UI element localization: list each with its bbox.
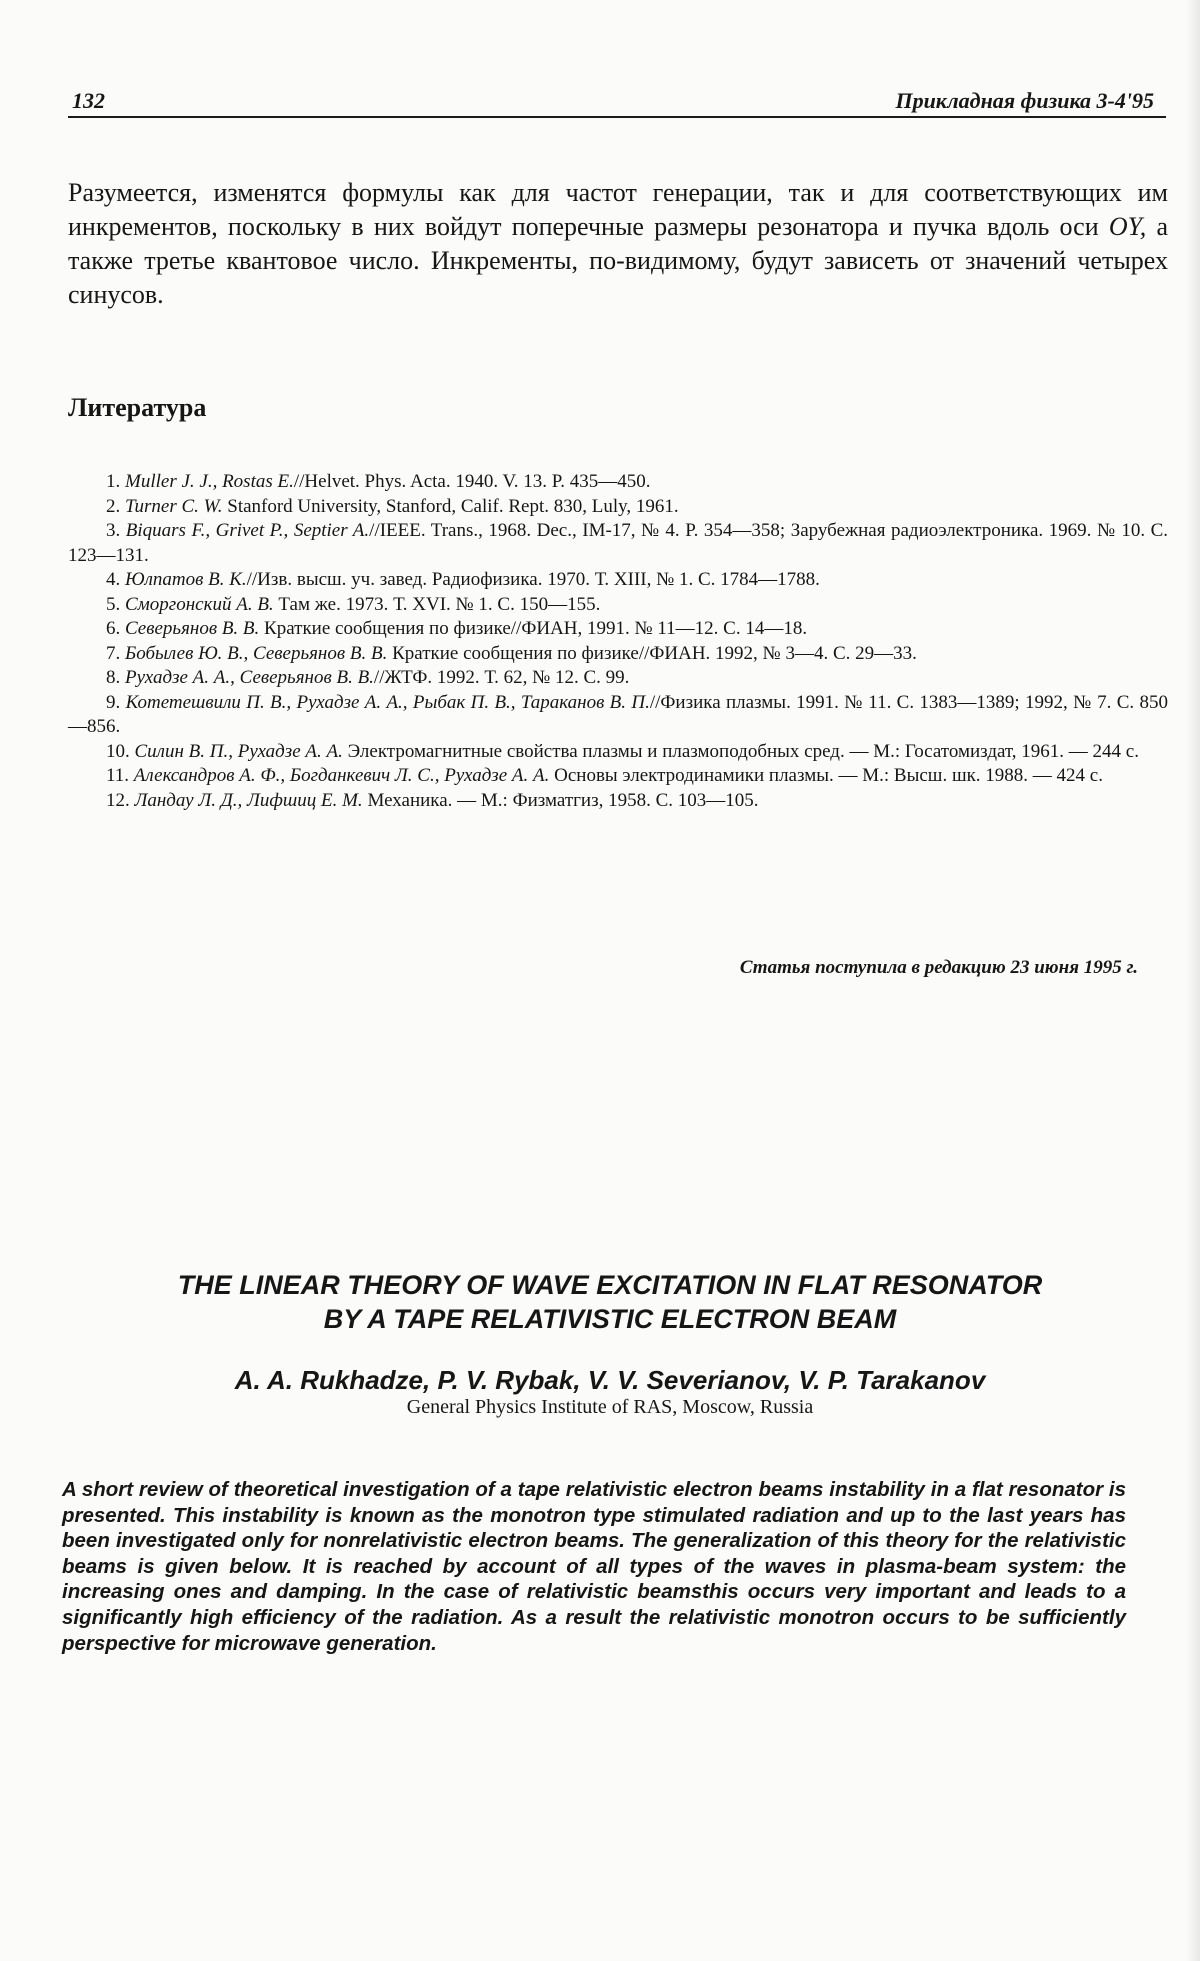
intro-text-part2: а также третье квантовое число. Инкременты, по-видимому, будут зависеть от значений четырех синусов. (68, 212, 1168, 309)
reference-item: 6. Северьянов В. В. Краткие сообщения по физике//ФИАН, 1991. № 11—12. С. 14—18. (106, 618, 808, 639)
english-abstract: A short review of theoretical investigation of a tape relativistic electron beams instability in a flat resonator is presented. This instability is known as the monotron type stimulated radiation and up to the last years has been investigated only for nonrelativistic electron beams. The generalization of this theory for the relativistic beams is given below. It is reached by account of all types of the waves in plasma-beam system: the increasing ones and damping. In the case of relativistic beamsthis occurs very important and leads to a significantly high efficiency of the radiation. As a result the relativistic monotron occurs to be sufficiently perspective for microwave generation. (62, 1478, 1126, 1655)
journal-title: Прикладная физика 3-4'95 (895, 88, 1154, 113)
intro-text-part1: Разумеется, изменятся формулы как для частот генерации, так и для соответствующих им инкрементов, поскольку в них войдут поперечные размеры резонатора и пучка вдоль оси (68, 178, 1168, 241)
reference-item: 1. Muller J. J., Rostas E.//Helvet. Phys. Acta. 1940. V. 13. P. 435—450. (106, 471, 651, 492)
received-date-note: Статья поступила в редакцию 23 июня 1995 г. (739, 957, 1138, 978)
title-line-1: THE LINEAR THEORY OF WAVE EXCITATION IN FLAT RESONATOR (177, 1270, 1043, 1300)
reference-item: 3. Biquars F., Grivet P., Septier A.//IEEE. Trans., 1968. Dec., IM-17, № 4. P. 354—358; Зарубежная радиоэлектроника. 1969. № 10. C. 123—131. (68, 520, 1169, 566)
reference-item: 4. Юлпатов В. К.//Изв. высш. уч. завед. Радиофизика. 1970. Т. XIII, № 1. С. 1784—1788. (106, 569, 820, 590)
reference-item: 12. Ландау Л. Д., Лифшиц Е. М. Механика. — М.: Физматгиз, 1958. С. 103—105. (106, 789, 759, 811)
title-line-2: BY A TAPE RELATIVISTIC ELECTRON BEAM (323, 1304, 897, 1334)
axis-symbol: OY, (1108, 212, 1147, 241)
running-header (68, 84, 1166, 118)
english-article-title (60, 1268, 1160, 1336)
reference-item: 8. Рухадзе А. А., Северьянов В. В.//ЖТФ. 1992. Т. 62, № 12. С. 99. (106, 667, 630, 688)
page-edge-shadow (1186, 0, 1200, 1961)
literature-heading: Литература (68, 393, 207, 422)
reference-item: 11. Александров А. Ф., Богданкевич Л. С., Рухадзе А. А. Основы электродинамики плазмы. — М.: Высш. шк. 1988. — 424 с. (106, 765, 1103, 786)
reference-item: 10. Силин В. П., Рухадзе А. А. Электромагнитные свойства плазмы и плазмоподобных сред. — М.: Госатомиздат, 1961. — 244 с. (106, 740, 1139, 762)
intro-paragraph (68, 176, 1168, 312)
reference-item: 9. Котетешвили П. В., Рухадзе А. А., Рыбак П. В., Тараканов В. П.//Физика плазмы. 1991. № 11. С. 1383—1389; 1992, № 7. С. 850—856. (68, 691, 1168, 737)
reference-item: 2. Turner C. W. Stanford University, Stanford, Calif. Rept. 830, Luly, 1961. (106, 495, 679, 517)
page-number: 132 (72, 88, 105, 113)
english-affiliation: General Physics Institute of RAS, Moscow, Russia (406, 1396, 814, 1418)
reference-item: 7. Бобылев Ю. В., Северьянов В. В. Краткие сообщения по физике//ФИАН. 1992, № 3—4. С. 29—33. (106, 642, 917, 664)
reference-list (68, 470, 1168, 813)
reference-item: 5. Сморгонский А. В. Там же. 1973. Т. XVI. № 1. С. 150—155. (106, 593, 601, 615)
english-authors: A. A. Rukhadze, P. V. Rybak, V. V. Severianov, V. P. Tarakanov (234, 1365, 986, 1395)
